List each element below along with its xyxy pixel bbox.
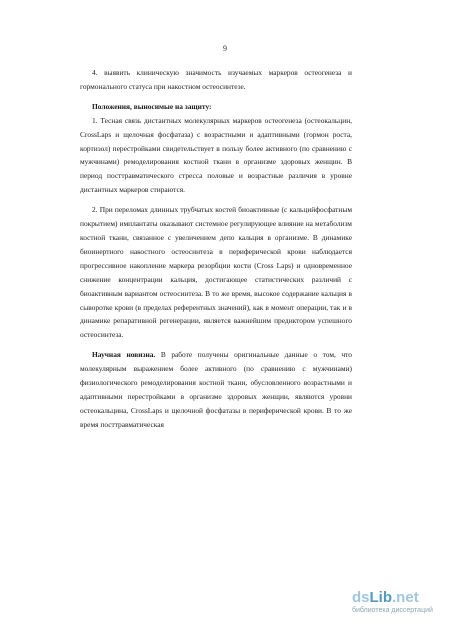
watermark-tagline: библиотека диссертаций (352, 607, 433, 614)
logo-lib: Lib (369, 589, 393, 606)
document-body (80, 66, 352, 432)
novelty-label: Научная новизна. (92, 350, 156, 360)
dslib-watermark[interactable] (352, 590, 444, 614)
page-number: 9 (223, 44, 227, 53)
novelty-text: В работе получены оригинальные данные о том, что молекулярным выражением более активного (по сравнению с мужчинами) физиологического ремоделирования костной ткани, обусловленного возрастными и адаптивными перестройками в организме здоровых женщин, являются уровни остеокальцина, CrossLaps и щелочной фосфатазы в периферической крови. В то же время посттравматическая (80, 350, 352, 429)
defense-heading: Положения, выносимые на защиту: (92, 101, 212, 111)
logo-ds: ds (352, 589, 370, 606)
novelty-paragraph (80, 348, 352, 431)
defense-point-1: 1. Тесная связь дистантных молекулярных маркеров остеогенеза (остеокальцин, CrossLaps и щелочная фосфатаза) с возрастными и адаптивными (гормон роста, кортизол) перестройками свидетельствует в пользу более активного (по сравнению с мужчинами) ремоделирования костной ткани в организме здоровых женщин. В период посттравматического стресса половые и возрастные различия в уровне дистантных маркеров стираются. (80, 115, 352, 195)
dslib-logo (352, 590, 444, 606)
logo-net: .net (392, 589, 419, 606)
defense-point-2: 2. При переломах длинных трубчатых костей биоактивные (с кальцийфосфатным покрытием) имплантаты оказывают системное регулирующее влияние на метаболизм костной ткани, связанное с увеличением депо кальция в организме. В динамике биоинертного накостного остеосинтеза в периферической крови наблюдается прогрессивное накопление маркера резорбции кости (Cross Laps) и одновременное снижение концентрации кальция, достигающее статистических различий с биоактивным вариантом остеосинтеза. В то же время, высокое содержание кальция в сыворотке крови (в пределах референтных значений), как в момент операции, так и в динамике репаративной регенерации, является важнейшим предиктором успешного остеосинтеза. (80, 205, 352, 340)
objective-item-4: 4. выявить клиническую значимость изучаемых маркеров остеогенеза и гормонального статуса при накостном остеосинтезе. (80, 68, 352, 91)
